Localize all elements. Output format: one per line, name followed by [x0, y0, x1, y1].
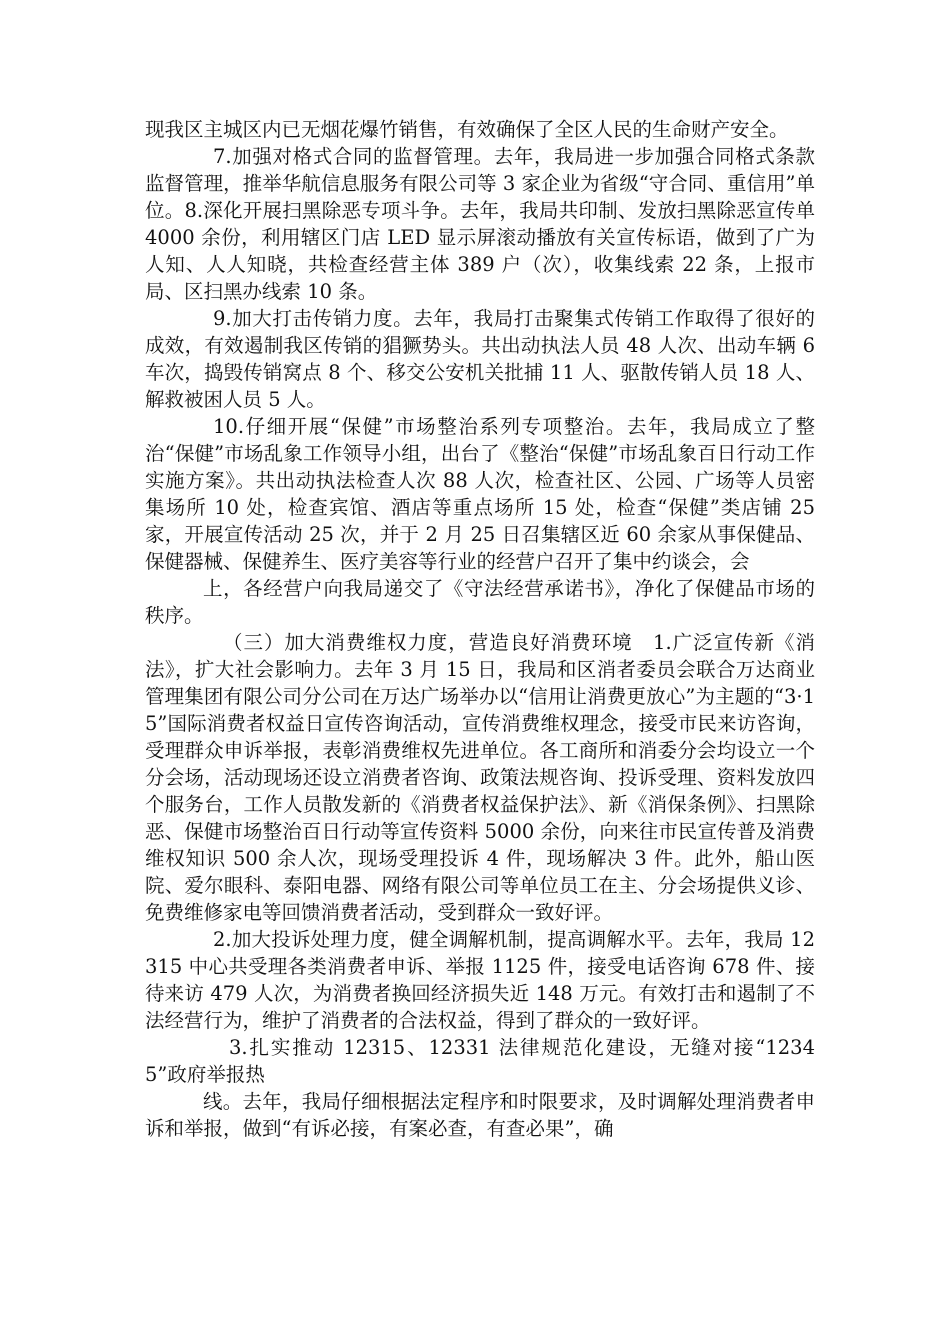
paragraph-hotline-continued: 线。去年，我局仔细根据法定程序和时限要求，及时调解处理消费者申诉和举报，做到“有诉必接，有案必查，有查必果”，确	[145, 1090, 815, 1140]
paragraph-health-market: 10.仔细开展“保健”市场整治系列专项整治。去年，我局成立了整治“保健”市场乱象工作领导小组，出台了《整治“保健”市场乱象百日行动工作实施方案》。共出动执法检查人次 88 人次，检查社区、公园、广场等人员密集场所 10 处，检查宾馆、酒店等重点场所 15 处，检查“保健”类店铺 25 家，开展宣传活动 25 次，并于 2 月 25 日召集辖区近 60 余家从事保健品、保健器械、保健养生、医疗美容等行业的经营户召开了集中约谈会，会	[145, 415, 815, 573]
paragraph-contract-supervision: 7.加强对格式合同的监督管理。去年，我局进一步加强合同格式条款监督管理，推举华航信息服务有限公司等 3 家企业为省级“守合同、重信用”单位。8.深化开展扫黑除恶专项斗争。去年，我局共印制、发放扫黑除恶宣传单 4000 余份，利用辖区门店 LED 显示屏滚动播放有关宣传标语，做到了广为人知、人人知晓，共检查经营主体 389 户（次），收集线索 22 条，上报市局、区扫黑办线索 10 条。	[145, 145, 815, 303]
paragraph-legal-standardization: 3.扎实推动 12315、12331 法律规范化建设，无缝对接“12345”政府举报热	[145, 1036, 815, 1086]
paragraph-pyramid-selling: 9.加大打击传销力度。去年，我局打击聚集式传销工作取得了很好的成效，有效遏制我区传销的猖獗势头。共出动执法人员 48 人次、出动车辆 6 车次，捣毁传销窝点 8 个、移交公安机关批捕 11 人、驱散传销人员 18 人、解救被困人员 5 人。	[145, 307, 815, 411]
paragraph-complaint-handling: 2.加大投诉处理力度，健全调解机制，提高调解水平。去年，我局 12315 中心共受理各类消费者申诉、举报 1125 件，接受电话咨询 678 件、接待来访 479 人次，为消费者换回经济损失近 148 万元。有效打击和遏制了不法经营行为，维护了消费者的合法权益，得到了群众的一致好评。	[145, 928, 815, 1032]
paragraph-consumer-rights-section: （三）加大消费维权力度，营造良好消费环境 1.广泛宣传新《消法》，扩大社会影响力。去年 3 月 15 日，我局和区消者委员会联合万达商业管理集团有限公司分公司在万达广场举办以“信用让消费更放心”为主题的“3·15”国际消费者权益日宣传咨询活动，宣传消费维权理念，接受市民来访咨询，受理群众申诉举报，表彰消费维权先进单位。各工商所和消委分会均设立一个分会场，活动现场还设立消费者咨询、政策法规咨询、投诉受理、资料发放四个服务台，工作人员散发新的《消费者权益保护法》、新《消保条例》、扫黑除恶、保健市场整治百日行动等宣传资料 5000 余份，向来往市民宣传普及消费维权知识 500 余人次，现场受理投诉 4 件，现场解决 3 件。此外，船山医院、爱尔眼科、泰阳电器、网络有限公司等单位员工在主、分会场提供义诊、免费维修家电等回馈消费者活动，受到群众一致好评。	[145, 631, 815, 924]
document-page	[145, 116, 815, 1142]
paragraph-safety-conclusion: 现我区主城区内已无烟花爆竹销售，有效确保了全区人民的生命财产安全。	[145, 118, 789, 141]
paragraph-health-market-continued: 上，各经营户向我局递交了《守法经营承诺书》，净化了保健品市场的秩序。	[145, 577, 815, 627]
